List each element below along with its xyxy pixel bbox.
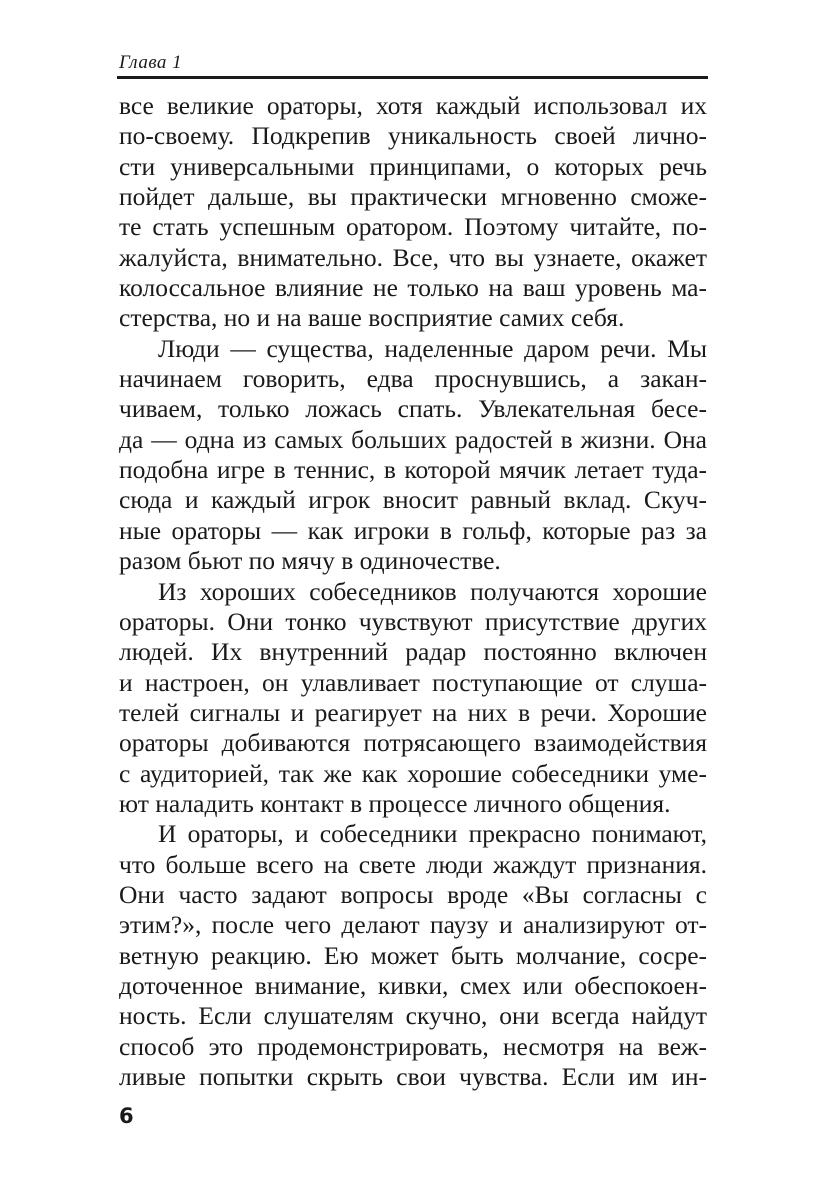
running-head: Глава 1 bbox=[119, 52, 183, 73]
text-line: ют наладить контакт в процессе личного общения. bbox=[119, 788, 671, 818]
text-line: Из хороших собеседников получаются хорошие bbox=[158, 576, 707, 606]
text-line: ность. Если слушателям скучно, они всегда найдут bbox=[119, 1001, 707, 1031]
text-line: ливые попытки скрыть свои чувства. Если им ин- bbox=[119, 1062, 707, 1091]
text-line: ораторы. Они тонко чувствуют присутствие других bbox=[119, 606, 707, 636]
text-line: людей. Их внутренний радар постоянно включен bbox=[119, 637, 707, 667]
text-line: те стать успешным оратором. Поэтому читайте, по- bbox=[119, 212, 707, 242]
text-line: что больше всего на свете люди жаждут признания. bbox=[119, 849, 707, 879]
text-line: доточенное внимание, кивки, смех или обеспокоен- bbox=[119, 970, 707, 1000]
body-text bbox=[119, 91, 707, 1092]
text-line: чиваем, только ложась спать. Увлекательная бесе- bbox=[119, 394, 707, 424]
text-line: колоссальное влияние не только на ваш уровень ма- bbox=[119, 273, 707, 303]
text-line: этим?», после чего делают паузу и анализируют от- bbox=[119, 910, 707, 940]
text-line: с аудиторией, так же как хорошие собеседники уме- bbox=[119, 758, 707, 788]
header-rule bbox=[117, 76, 708, 79]
text-line: телей сигналы и реагирует на них в речи. Хорошие bbox=[119, 697, 707, 727]
text-line: начинаем говорить, едва проснувшись, а закан- bbox=[119, 364, 707, 394]
text-line: ные ораторы — как игроки в гольф, которые раз за bbox=[119, 515, 707, 545]
text-line: и настроен, он улавливает поступающие от слуша- bbox=[119, 667, 707, 697]
text-line: сти универсальными принципами, о которых речь bbox=[119, 151, 707, 181]
text-line: способ это продемонстрировать, несмотря на веж- bbox=[119, 1031, 707, 1061]
text-line: да — одна из самых больших радостей в жизни. Она bbox=[119, 424, 707, 454]
text-line: Они часто задают вопросы вроде «Вы согласны с bbox=[119, 879, 707, 909]
text-line: ветную реакцию. Ею может быть молчание, сосре- bbox=[119, 940, 707, 970]
text-line: ораторы добиваются потрясающего взаимодействия bbox=[119, 728, 707, 758]
text-line: И ораторы, и собеседники прекрасно понимают, bbox=[158, 819, 707, 849]
text-line: все великие ораторы, хотя каждый использовал их bbox=[119, 91, 707, 120]
text-line: пойдет дальше, вы практически мгновенно сможе- bbox=[119, 182, 707, 212]
text-line: Люди — существа, наделенные даром речи. Мы bbox=[158, 333, 707, 363]
text-line: сюда и каждый игрок вносит равный вклад. Скуч- bbox=[119, 485, 707, 515]
text-line: по-своему. Подкрепив уникальность своей лично- bbox=[119, 121, 707, 151]
page-number: 6 bbox=[119, 1104, 134, 1128]
text-line: стерства, но и на ваше восприятие самих себя. bbox=[119, 303, 625, 333]
text-line: разом бьют по мячу в одиночестве. bbox=[119, 546, 501, 576]
text-line: жалуйста, внимательно. Все, что вы узнаете, окажет bbox=[119, 242, 707, 272]
text-line: подобна игре в теннис, в которой мячик летает туда- bbox=[119, 455, 707, 485]
